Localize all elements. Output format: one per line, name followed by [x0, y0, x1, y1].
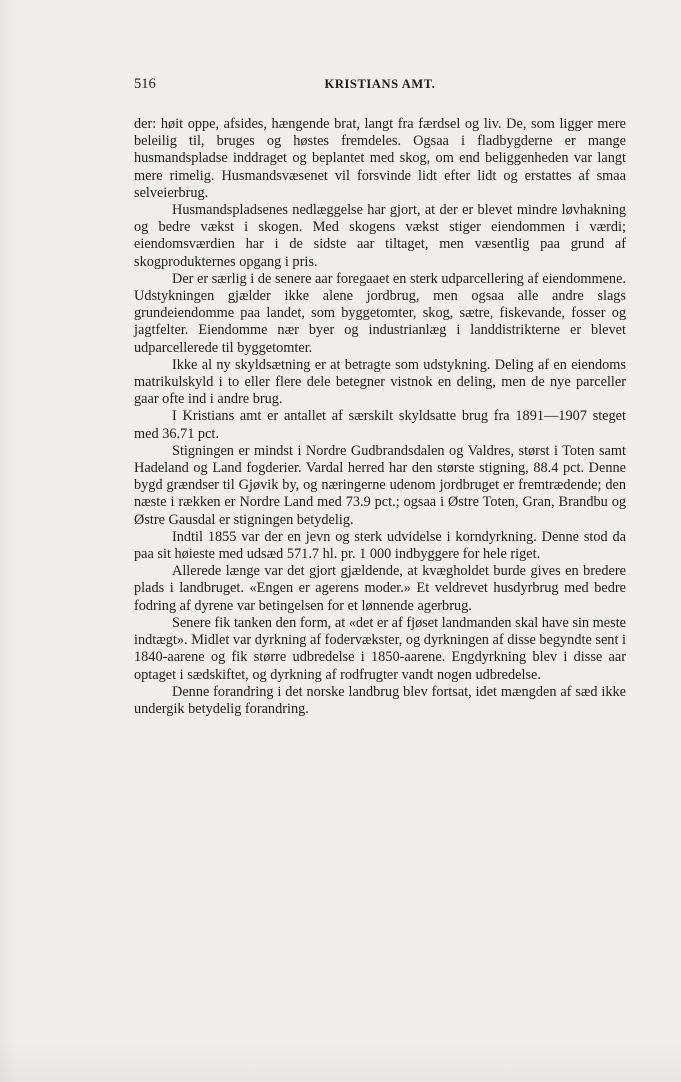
paragraph: Senere fik tanken den form, at «det er af fjøset landmanden skal have sin meste indtægt». Midlet var dyrkning af fodervækster, og dyrkningen af disse begyndte sent i 1840-aarene og fik større udbredelse i 1850-aarene. Engdyrkning blev i disse aar optaget i sædskiftet, og dyrkning af rodfrugter vandt nogen udbredelse.: [134, 614, 626, 683]
paragraph: Ikke al ny skyldsætning er at betragte som udstykning. Deling af en eiendoms matrikulskyld i to eller flere dele betegner vistnok en deling, men de nye parceller gaar ofte ind i andre brug.: [134, 356, 626, 408]
paragraph: Denne forandring i det norske landbrug blev fortsat, idet mængden af sæd ikke undergik betydelig forandring.: [134, 683, 626, 717]
paragraph: Allerede længe var det gjort gjældende, at kvægholdet burde gives en bredere plads i landbruget. «Engen er agerens moder.» Et veldrevet husdyrbrug med bedre fodring af dyrene var betingelsen for et lønnende agerbrug.: [134, 563, 626, 614]
paragraph: der: høit oppe, afsides, hængende brat, langt fra færdsel og liv. De, som ligger mere beleilig til, bruges og høstes fremdeles. Ogsaa i fladbygderne er mange husmandspladse inddraget og beplantet med skog, om end beliggenheden var langt mere rimelig. Husmandsvæsenet vil forsvinde lidt efter lidt og erstattes af smaa selveierbrug.: [134, 116, 626, 201]
running-head: KRISTIANS AMT.: [324, 77, 436, 91]
paragraph: Stigningen er mindst i Nordre Gudbrandsdalen og Valdres, størst i Toten samt Hadeland og Land fogderier. Vardal herred har den største stigning, 88.4 pct. Denne bygd grændser til Gjøvik by, og næringerne udenom jordbruget er fremtrædende; den næste i rækken er Nordre Land med 73.9 pct.; ogsaa i Østre Toten, Gran, Brandbu og Østre Gausdal er stigningen betydelig.: [134, 442, 626, 528]
paragraph: I Kristians amt er antallet af særskilt skyldsatte brug fra 1891—1907 steget med 36.71 pct.: [134, 408, 626, 442]
page-number: 516: [134, 76, 156, 92]
paragraph: Der er særlig i de senere aar foregaaet en sterk udparcellering af eiendommene. Udstykningen gjælder ikke alene jordbrug, men ogsaa alle andre slags grundeiendomme paa landet, som byggetomter, skog, sætre, fiskevande, fosser og jagtfelter. Eiendomme nær byer og industrianlæg i landdistrikterne er blevet udparcellerede til byggetomter.: [134, 270, 626, 356]
page-header: [134, 76, 626, 98]
body-text: [134, 116, 626, 718]
paragraph: Husmandspladsenes nedlæggelse har gjort, at der er blevet mindre løvhakning og bedre vækst i skogen. Med skogens vækst stiger eiendommen i værdi; eiendomsværdien har i de sidste aar tiltaget, men væsentlig paa grund af skogprodukternes opgang i pris.: [134, 202, 626, 270]
paragraph: Indtil 1855 var der en jevn og sterk udvidelse i korndyrkning. Denne stod da paa sit høieste med udsæd 571.7 hl. pr. 1 000 indbyggere for hele riget.: [134, 528, 626, 563]
